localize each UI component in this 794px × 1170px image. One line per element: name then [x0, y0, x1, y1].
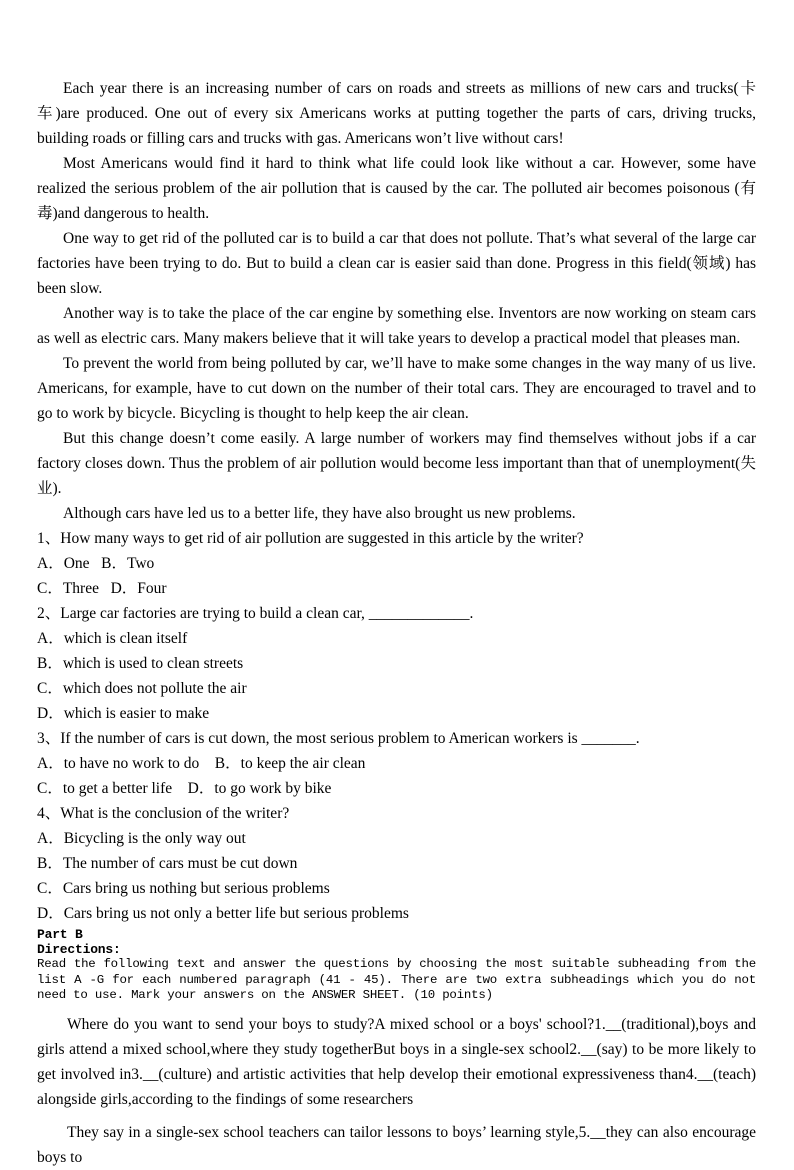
part-b-title: Part B [37, 927, 83, 942]
question-1-option-line-2: C．Three D．Four [37, 580, 167, 597]
questions-section [37, 526, 756, 926]
question-2-stem: 2、Large car factories are trying to build a clean car, _____________. [37, 605, 474, 622]
passage-paragraph-7: Although cars have led us to a better life, they have also brought us new problems. [63, 505, 576, 522]
question-3-option-line-1: A．to have no work to do B．to keep the air clean [37, 755, 366, 772]
cloze-paragraph-2: They say in a single-sex school teachers can tailor lessons to boys’ learning style,5.__they can also encourage boys to [37, 1123, 756, 1166]
cloze-paragraph-1: Where do you want to send your boys to study?A mixed school or a boys' school?1.__(traditional),boys and girls attend a mixed school,where they study togetherBut boys in a single-sex school2.__(say) to be more likely to get involved in3.__(culture) and artistic activities that help develop their emotional expressiveness than4.__(teach) alongside girls,according to the findings of some researchers [37, 1015, 756, 1108]
passage-paragraph-5: To prevent the world from being polluted by car, we’ll have to make some changes in the way many of us live. Americans, for example, have to cut down on the number of their total cars. They are encouraged to travel and to go to work by bicycle. Bicycling is thought to help keep the air clean. [37, 355, 756, 422]
directions-text: Read the following text and answer the questions by choosing the most suitable subheading from the list A -G for each numbered paragraph (41 - 45). There are two extra subheadings which you do not need to use. Mark your answers on the ANSWER SHEET. (10 points) [37, 957, 756, 1002]
question-4-stem: 4、What is the conclusion of the writer? [37, 805, 290, 822]
passage-paragraph-6: But this change doesn’t come easily. A large number of workers may find themselves without jobs if a car factory closes down. Thus the problem of air pollution would become less important than that of unemployment(失业). [37, 430, 756, 497]
question-3-stem: 3、If the number of cars is cut down, the most serious problem to American workers is _______. [37, 730, 640, 747]
question-3-option-line-2: C．to get a better life D．to go work by bike [37, 780, 332, 797]
directions-label: Directions: [37, 942, 121, 957]
question-1-stem: 1、How many ways to get rid of air pollution are suggested in this article by the writer? [37, 530, 584, 547]
passage-paragraph-1: Each year there is an increasing number of cars on roads and streets as millions of new cars and trucks(卡车)are produced. One out of every six Americans works at putting together the parts of cars, driving trucks, building roads or filling cars and trucks with gas. Americans won’t live without cars! [37, 80, 756, 147]
reading-passage [37, 76, 756, 526]
question-4-option-b: B．The number of cars must be cut down [37, 855, 298, 872]
passage-paragraph-4: Another way is to take the place of the car engine by something else. Inventors are now working on steam cars as well as electric cars. Many makers believe that it will take years to develop a practical model that pleases man. [37, 305, 756, 347]
cloze-passage [37, 1012, 756, 1170]
question-2-option-c: C．which does not pollute the air [37, 680, 247, 697]
question-2-option-b: B．which is used to clean streets [37, 655, 244, 672]
question-4-option-c: C．Cars bring us nothing but serious problems [37, 880, 330, 897]
passage-paragraph-3: One way to get rid of the polluted car is to build a car that does not pollute. That’s what several of the large car factories have been trying to do. But to build a clean car is easier said than done. Progress in this field(领域) has been slow. [37, 230, 756, 297]
part-b-section [37, 927, 756, 1004]
passage-paragraph-2: Most Americans would find it hard to think what life could look like without a car. However, some have realized the serious problem of the air pollution that is caused by the car. The polluted air becomes poisonous (有毒)and dangerous to health. [37, 155, 756, 222]
question-4-option-d: D．Cars bring us not only a better life but serious problems [37, 905, 409, 922]
question-2-option-a: A．which is clean itself [37, 630, 188, 647]
question-2-option-d: D．which is easier to make [37, 705, 210, 722]
question-1-option-line-1: A．One B．Two [37, 555, 155, 572]
question-4-option-a: A．Bicycling is the only way out [37, 830, 246, 847]
